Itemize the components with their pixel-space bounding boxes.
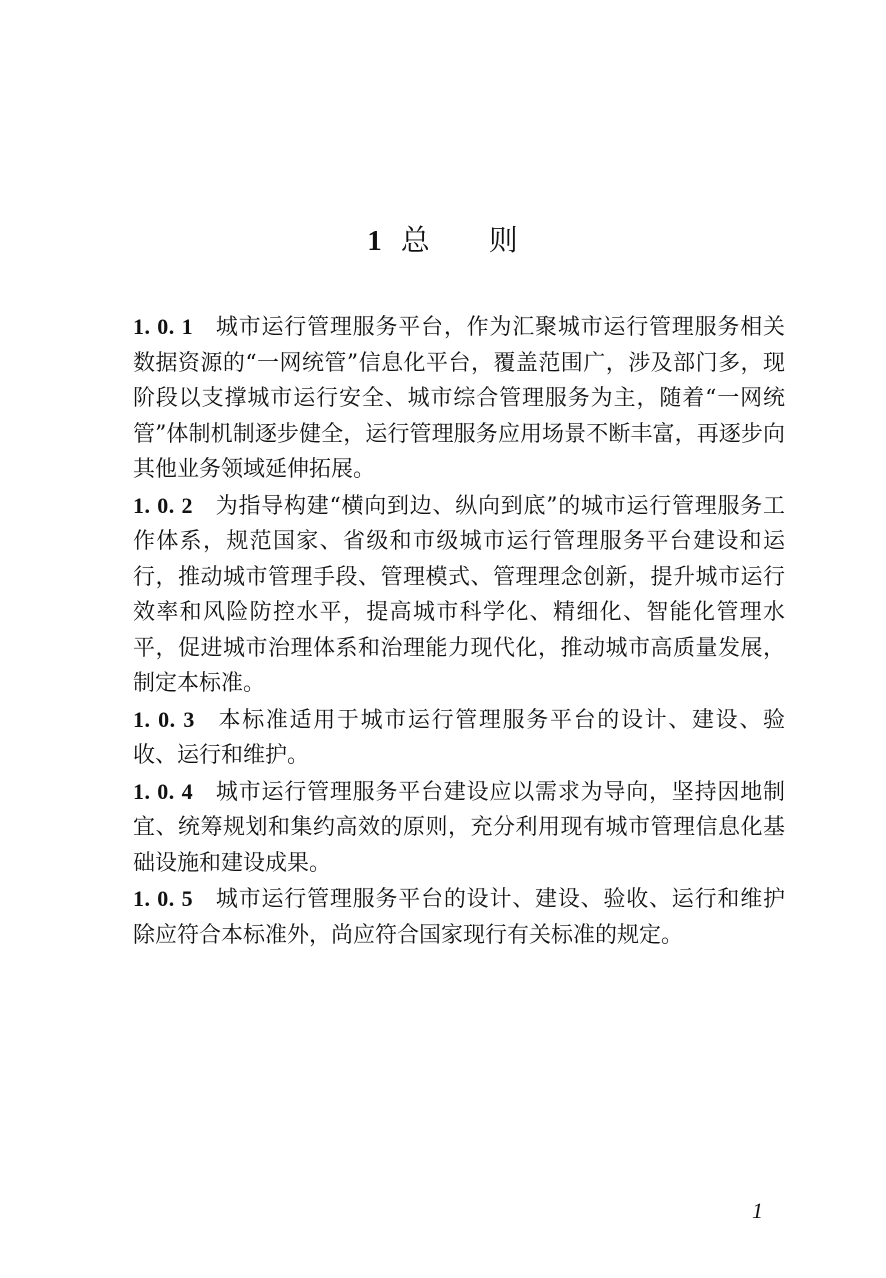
clause-text: 城市运行管理服务平台建设应以需求为导向，坚持因地制宜、统筹规划和集约高效的原则，充分利用现有城市管理信息化基础设施和建设成果。	[133, 779, 785, 876]
chapter-title	[0, 218, 886, 263]
clause-number: 1. 0. 3	[133, 706, 195, 732]
clause-number: 1. 0. 5	[133, 886, 194, 911]
page-number: 1	[752, 1198, 763, 1223]
clause-number: 1. 0. 2	[133, 492, 193, 518]
clause-1-0-4	[133, 774, 785, 882]
clause-number: 1. 0. 4	[133, 778, 194, 804]
clause-number: 1. 0. 1	[133, 314, 194, 339]
chapter-title-part1: 总	[400, 223, 431, 257]
clause-text: 城市运行管理服务平台的设计、建设、验收、运行和维护除应符合本标准外，尚应符合国家现行有关标准的规定。	[133, 887, 785, 948]
clause-text: 城市运行管理服务平台，作为汇聚城市运行管理服务相关数据资源的“一网统管”信息化平台，覆盖范围广，涉及部门多，现阶段以支撑城市运行安全、城市综合管理服务为主，随着“一网统管”体制机制逐步健全，运行管理服务应用场景不断丰富，再逐步向其他业务领域延伸拓展。	[133, 315, 785, 482]
chapter-title-part2: 则	[488, 223, 519, 257]
clause-text: 为指导构建“横向到边、纵向到底”的城市运行管理服务工作体系，规范国家、省级和市级城市运行管理服务平台建设和运行，推动城市管理手段、管理模式、管理理念创新，提升城市运行效率和风险防控水平，提高城市科学化、精细化、智能化管理水平，促进城市治理体系和治理能力现代化，推动城市高质量发展，制定本标准。	[133, 493, 785, 696]
clause-1-0-1	[133, 309, 785, 488]
clause-1-0-3	[133, 702, 785, 774]
clause-1-0-5	[133, 881, 785, 953]
chapter-body	[133, 309, 785, 953]
chapter-number: 1	[367, 225, 383, 257]
clause-1-0-2	[133, 488, 785, 702]
clause-text: 本标准适用于城市运行管理服务平台的设计、建设、验收、运行和维护。	[133, 707, 786, 768]
